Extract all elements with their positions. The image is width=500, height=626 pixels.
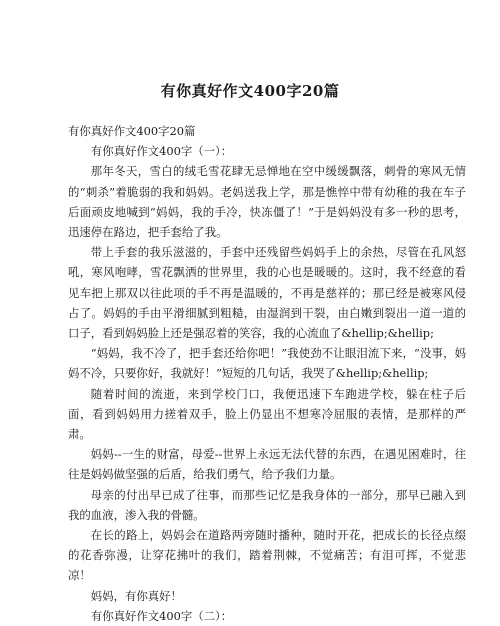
body-paragraph: “妈妈，我不冷了，把手套还给你吧！”我使劲不让眼泪流下来，“没事，妈妈不冷，只要你好，我就好！”短短的几句话，我哭了&hellip;&hellip; (68, 346, 466, 381)
body-paragraph: 妈妈，有你真好！ (90, 588, 182, 603)
body-paragraph: 带上手套的我乐滋滋的，手套中还残留些妈妈手上的余热，尽管在孔风怒吼，寒风咆哮，雪花飘洒的世界里，我的心也是暖暖的。这时，我不经意的看见车把上那双以往此项的手不再是温暖的，不再是慈祥的；那已经是被寒风侵占了。妈妈的手由平滑细腻到粗糙，由湿润到干裂，由白嫩到裂出一道一道的口子，看到妈妈脸上还是强忍着的笑容，我的心流血了&hellip;&hellip; (68, 245, 466, 341)
document-body (68, 121, 466, 626)
body-paragraph: 在长的路上，妈妈会在道路两旁随时播种，随时开花，把成长的长径点缀的花香弥漫，让穿花拂叶的我们，踏着荆棘，不觉痛苦；有泪可挥，不觉悲凉！ (68, 528, 466, 583)
body-paragraph: 有你真好作文400字（二）： (90, 608, 233, 623)
body-paragraph: 有你真好作文400字20篇 (68, 124, 196, 138)
body-paragraph: 妈妈--一生的财富，母爱--世界上永远无法代替的东西，在遇见困难时，往往是妈妈做坚强的后盾，给我们勇气，给予我们力量。 (68, 447, 466, 482)
body-paragraph: 那年冬天，雪白的绒毛雪花肆无忌惮地在空中缓缓飘落，刺骨的寒风无情的“刺杀”着脆弱的我和妈妈。老妈送我上学，那是憔悴中带有幼稚的我在车子后面顽皮地喊到“妈妈，我的手冷，快冻僵了！”于是妈妈没有多一秒的思考，迅速停在路边，把手套给了我。 (68, 164, 466, 240)
document-title: 有你真好作文400字20篇 (160, 82, 340, 100)
body-paragraph: 母亲的付出早已成了往事，而那些记忆是我身体的一部分，那早已融入到我的血液，渗入我的骨髓。 (68, 487, 466, 522)
body-paragraph: 随着时间的流逝，来到学校门口，我便迅速下车跑进学校，躲在柱子后面，看到妈妈用力搓着双手，脸上仍显出不想寒冷屈服的表情，是那样的严肃。 (68, 386, 466, 442)
body-paragraph: 有你真好作文400字（一）： (90, 144, 233, 159)
